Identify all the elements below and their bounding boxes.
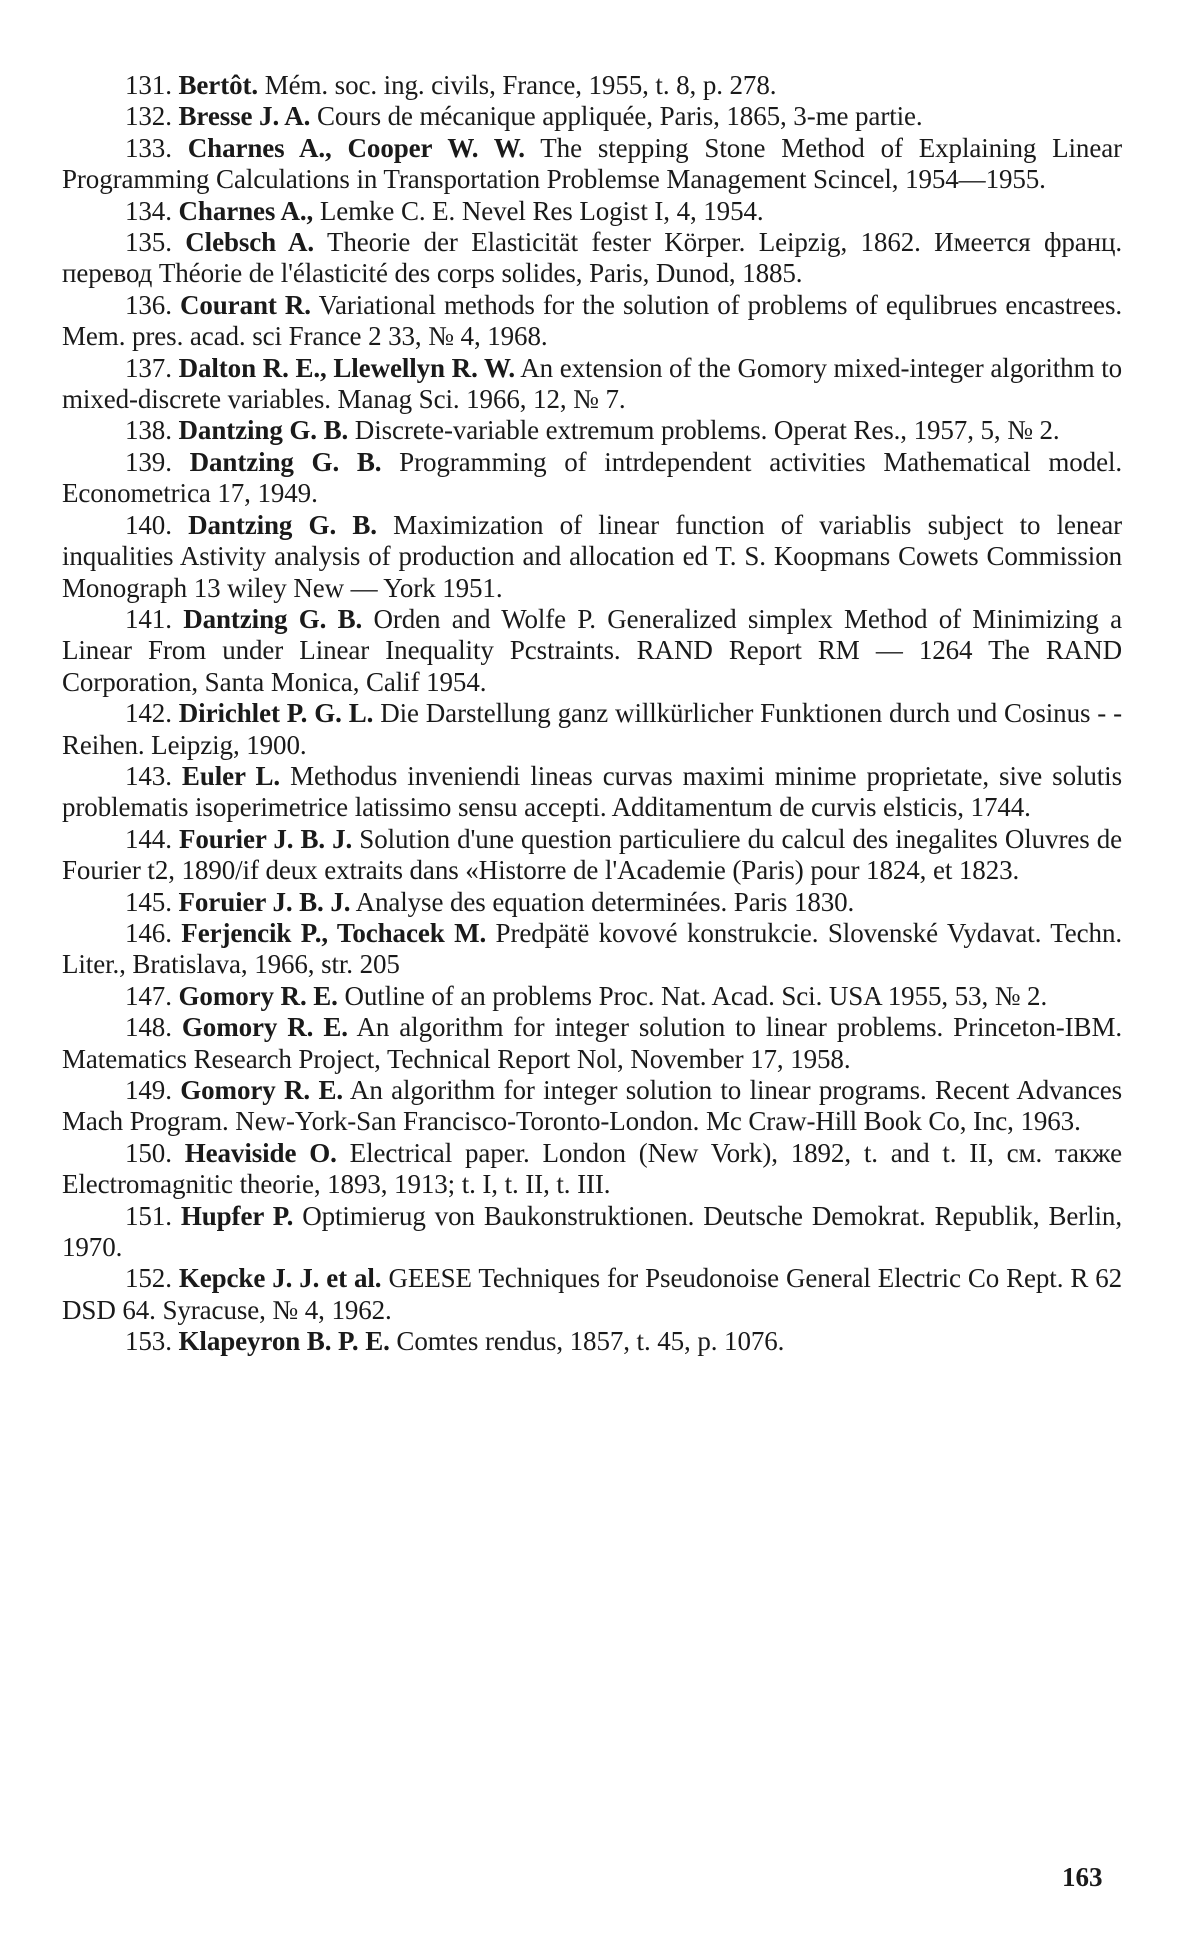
reference-number: 146. <box>125 917 172 948</box>
reference-number: 143. <box>125 760 172 791</box>
reference-author: Hupfer P. <box>180 1200 294 1231</box>
reference-number: 134. <box>125 195 172 226</box>
reference-number: 133. <box>125 132 172 163</box>
reference-text: The stepping Stone Method of Explaining Linear Programming Calculations in Transportation Problemse Management Scincel, 1954—1955. <box>62 132 1122 195</box>
reference-text: An algorithm for integer solution to linear problems. Princeton-IBM. Matematics Research Project, Technical Report Nol, November 17, 1958. <box>62 1012 1122 1074</box>
reference-entry <box>62 1201 1122 1264</box>
reference-entry <box>62 1326 1122 1357</box>
reference-number: 148. <box>125 1012 172 1043</box>
reference-entry <box>62 415 1122 446</box>
reference-entry <box>62 1138 1122 1201</box>
reference-author: Dantzing G. B. <box>178 415 349 446</box>
reference-entry <box>62 133 1122 196</box>
reference-author: Bertôt. <box>178 70 259 100</box>
reference-entry <box>62 604 1122 698</box>
reference-entry <box>62 1012 1122 1075</box>
reference-author: Bresse J. A. <box>178 101 311 132</box>
reference-author: Dalton R. E., Llewellyn R. W. <box>178 352 516 383</box>
reference-text: An algorithm for integer solution to linear programs. Recent Advances Mach Program. New-York-San Francisco-Toronto-London. Mc Craw-Hill Book Co, Inc, 1963. <box>62 1075 1122 1137</box>
reference-text: Electrical paper. London (New Vork), 1892, t. and t. II, см. также Electromagnitic theorie, 1893, 1913; t. I, t. II, t. III. <box>62 1137 1123 1200</box>
reference-number: 141. <box>125 603 172 634</box>
reference-author: Dantzing G. B. <box>183 603 363 634</box>
reference-author: Foruier J. B. J. <box>178 886 351 917</box>
reference-number: 135. <box>125 227 172 258</box>
reference-number: 144. <box>125 823 172 854</box>
reference-entry <box>62 824 1122 887</box>
reference-author: Charnes A., Cooper W. W. <box>187 132 525 163</box>
reference-number: 132. <box>125 101 172 132</box>
reference-text: Optimierug von Baukonstruktionen. Deutsche Demokrat. Republik, Berlin, 1970. <box>62 1200 1122 1263</box>
reference-number: 137. <box>125 352 172 383</box>
reference-author: Ferjencik P., Tochacek M. <box>181 917 487 948</box>
reference-author: Dirichlet P. G. L. <box>178 698 374 729</box>
reference-entry <box>62 698 1122 761</box>
reference-text: Lemke C. E. Nevel Res Logist I, 4, 1954. <box>319 195 764 226</box>
reference-text: Programming of intrdependent activities Mathematical model. Econometrica 17, 1949. <box>62 446 1123 509</box>
reference-text: Mém. soc. ing. civils, France, 1955, t. 8, p. 278. <box>264 70 777 100</box>
reference-author: Klapeyron B. P. E. <box>178 1326 390 1357</box>
reference-text: Solution d'une question particuliere du calcul des inegalites Oluvres de Fourier t2, 1890/if deux extraits dans «Historre de l'Academie (Paris) pour 1824, et 1823. <box>62 823 1123 886</box>
reference-text: Outline of an problems Proc. Nat. Acad. Sci. USA 1955, 53, № 2. <box>344 980 1048 1011</box>
reference-number: 136. <box>125 289 172 320</box>
reference-author: Courant R. <box>179 289 311 320</box>
reference-text: Methodus inveniendi lineas curvas maximi minime proprietate, sive solutis problematis isoperimetrice latissimo sensu accepti. Additamentum de curvis elsticis, 1744. <box>62 760 1122 823</box>
reference-number: 153. <box>125 1326 172 1357</box>
reference-number: 152. <box>125 1263 172 1294</box>
reference-text: Predpätë kovové konstrukcie. Slovenské Vydavat. Techn. Liter., Bratislava, 1966, str. 205 <box>62 917 1123 980</box>
reference-text: GEESE Techniques for Pseudonoise General Electric Co Rept. R 62 DSD 64. Syracuse, № 4, 1962. <box>62 1263 1123 1325</box>
reference-entry <box>62 918 1122 981</box>
reference-text: Orden and Wolfe P. Generalized simplex Method of Minimizing a Linear From under Linear Inequality Pcstraints. RAND Report RM — 1264 The RAND Corporation, Santa Monica, Calif 1954. <box>62 603 1123 697</box>
reference-author: Gomory R. E. <box>181 1012 348 1043</box>
reference-author: Euler L. <box>181 760 281 791</box>
reference-text: An extension of the Gomory mixed-integer algorithm to mixed-discrete variables. Manag Sci. 1966, 12, № 7. <box>62 352 1122 415</box>
reference-number: 140. <box>125 509 172 540</box>
reference-entry <box>62 353 1122 416</box>
reference-author: Charnes A., <box>178 195 314 226</box>
reference-text: Theorie der Elasticität fester Körper. Leipzig, 1862. Имеется франц. перевод Théorie de l'élasticité des corps solides, Paris, Dunod, 1885. <box>62 227 1122 289</box>
reference-text: Variational methods for the solution of problems of equlibrues encastrees. Mem. pres. acad. sci France 2 33, № 4, 1968. <box>62 289 1122 352</box>
reference-number: 147. <box>125 980 172 1011</box>
reference-number: 150. <box>125 1137 172 1168</box>
reference-number: 138. <box>125 415 172 446</box>
reference-number: 149. <box>125 1075 172 1105</box>
reference-entry <box>62 290 1122 353</box>
reference-list <box>62 70 1122 1358</box>
reference-number: 139. <box>125 446 172 477</box>
reference-text: Maximization of linear function of variablis subject to lenear inqualities Astivity analysis of production and allocation ed T. S. Koopmans Cowets Commission Monograph 13 wiley New — York 1951. <box>62 509 1122 603</box>
reference-entry <box>62 887 1122 918</box>
reference-entry <box>62 101 1122 132</box>
reference-entry <box>62 1263 1122 1326</box>
reference-entry <box>62 1075 1122 1138</box>
reference-author: Clebsch A. <box>185 227 315 258</box>
reference-author: Dantzing G. B. <box>189 446 382 477</box>
reference-author: Dantzing G. B. <box>188 509 377 540</box>
reference-author: Fourier J. B. J. <box>178 823 353 854</box>
reference-number: 151. <box>125 1200 172 1231</box>
reference-text: Die Darstellung ganz willkürlicher Funktionen durch und Cosinus - - Reihen. Leipzig, 1900. <box>62 698 1122 760</box>
reference-author: Kepcke J. J. et al. <box>178 1263 382 1294</box>
reference-entry <box>62 447 1122 510</box>
reference-author: Gomory R. E. <box>180 1075 344 1105</box>
reference-entry <box>62 761 1122 824</box>
reference-text: Comtes rendus, 1857, t. 45, p. 1076. <box>396 1326 785 1357</box>
reference-entry <box>62 981 1122 1012</box>
reference-author: Gomory R. E. <box>178 980 338 1011</box>
reference-text: Cours de mécanique appliquée, Paris, 1865, 3-me partie. <box>316 101 923 132</box>
reference-entry <box>62 70 1122 101</box>
reference-author: Heaviside O. <box>184 1137 337 1168</box>
reference-text: Analyse des equation determinées. Paris 1830. <box>355 886 855 917</box>
reference-entry <box>62 510 1122 604</box>
reference-number: 142. <box>125 698 172 729</box>
reference-entry <box>62 227 1122 290</box>
reference-text: Discrete-variable extremum problems. Operat Res., 1957, 5, № 2. <box>354 415 1060 446</box>
page-number: 163 <box>1062 1862 1103 1892</box>
reference-number: 131. <box>125 70 172 100</box>
reference-number: 145. <box>125 886 172 917</box>
reference-entry <box>62 196 1122 227</box>
